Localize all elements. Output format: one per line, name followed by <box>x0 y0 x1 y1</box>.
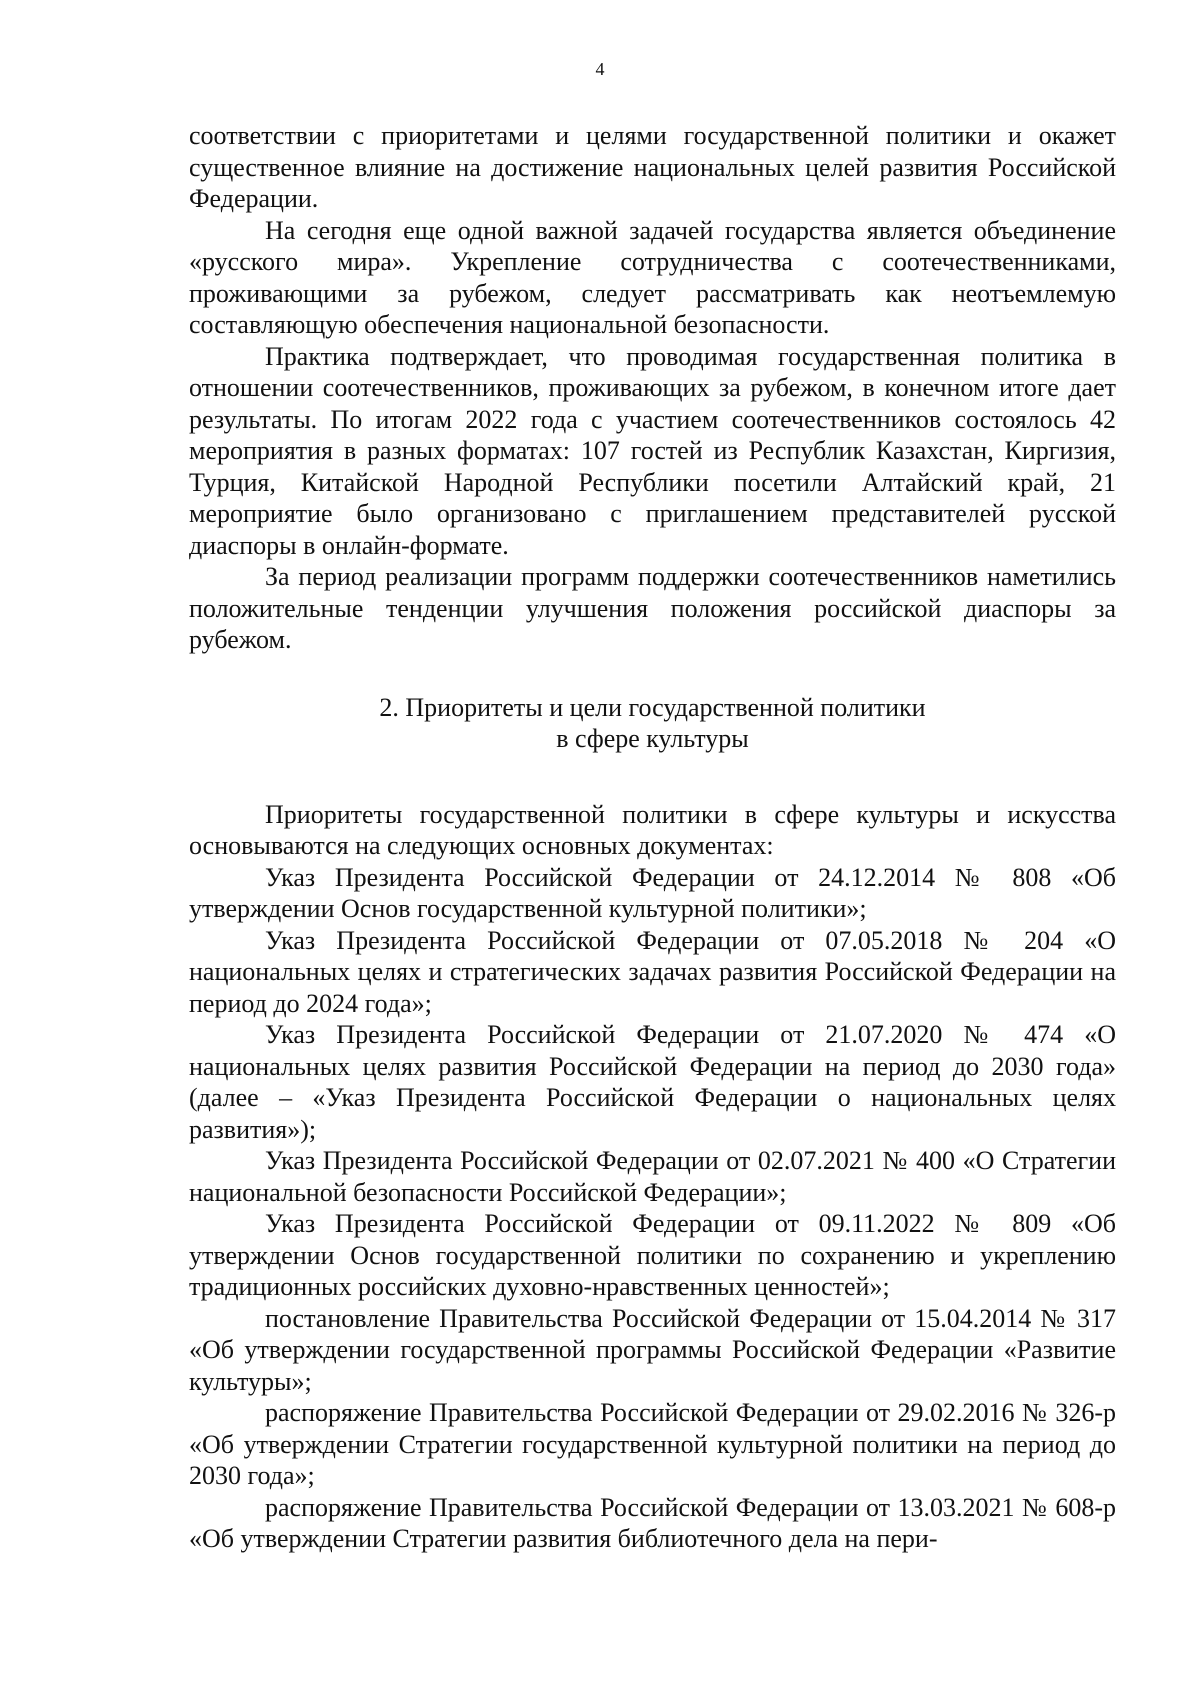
paragraph-practice-results: Практика подтверждает, что проводимая государственная политика в отношении соотечественников, проживающих за рубежом, в конечном итоге дает результаты. По итогам 2022 года с участием соотечественников состоялось 42 мероприятия в разных форматах: 107 гостей из Республик Казахстан, Киргизия, Турция, Китайской Народной Республики посетили Алтайский край, 21 мероприятие было организовано с приглашением представителей русской диаспоры в онлайн-формате. <box>189 341 1116 560</box>
page-number: 4 <box>595 59 605 79</box>
section-heading-line-2: в сфере культуры <box>556 724 749 753</box>
paragraph-priorities-intro: Приоритеты государственной политики в сфере культуры и искусства основываются на следующих основных документах: <box>189 799 1116 860</box>
document-list-item: Указ Президента Российской Федерации от 21.07.2020 № 474 «О национальных целях развития Российской Федерации на период до 2030 года» (далее – «Указ Президента Российской Федерации о национальных целях развития»); <box>189 1020 1116 1144</box>
section-heading <box>189 692 1116 755</box>
paragraph-diaspora-trends: За период реализации программ поддержки соотечественников наметились положительные тенденции улучшения положения российской диаспоры за рубежом. <box>189 562 1116 654</box>
document-list-item: распоряжение Правительства Российской Федерации от 29.02.2016 № 326-р «Об утверждении Стратегии государственной культурной политики на период до 2030 года»; <box>189 1398 1116 1490</box>
document-list-item: распоряжение Правительства Российской Федерации от 13.03.2021 № 608-р «Об утверждении Стратегии развития библиотечного дела на пери- <box>189 1492 1116 1553</box>
section-heading-line-1: 2. Приоритеты и цели государственной политики <box>379 692 926 722</box>
document-body <box>189 120 1116 1555</box>
paragraph-continuation: соответствии с приоритетами и целями государственной политики и окажет существенное влияние на достижение национальных целей развития Российской Федерации. <box>189 121 1116 213</box>
document-list-item: Указ Президента Российской Федерации от 07.05.2018 № 204 «О национальных целях и стратегических задачах развития Российской Федерации на период до 2024 года»; <box>189 925 1116 1018</box>
document-list-item: постановление Правительства Российской Федерации от 15.04.2014 № 317 «Об утверждении государственной программы Российской Федерации «Развитие культуры»; <box>189 1303 1116 1396</box>
document-list-item: Указ Президента Российской Федерации от 02.07.2021 № 400 «О Стратегии национальной безопасности Российской Федерации»; <box>189 1146 1116 1207</box>
document-list-item: Указ Президента Российской Федерации от 24.12.2014 № 808 «Об утверждении Основ государственной культурной политики»; <box>189 862 1116 923</box>
paragraph-russian-world: На сегодня еще одной важной задачей государства является объединение «русского мира». Укрепление сотрудничества с соотечественниками, проживающими за рубежом, следует рассматривать как неотъемлемую составляющую обеспечения национальной безопасности. <box>189 215 1116 339</box>
document-list-item: Указ Президента Российской Федерации от 09.11.2022 № 809 «Об утверждении Основ государственной политики по сохранению и укреплению традиционных российских духовно-нравственных ценностей»; <box>189 1209 1116 1301</box>
